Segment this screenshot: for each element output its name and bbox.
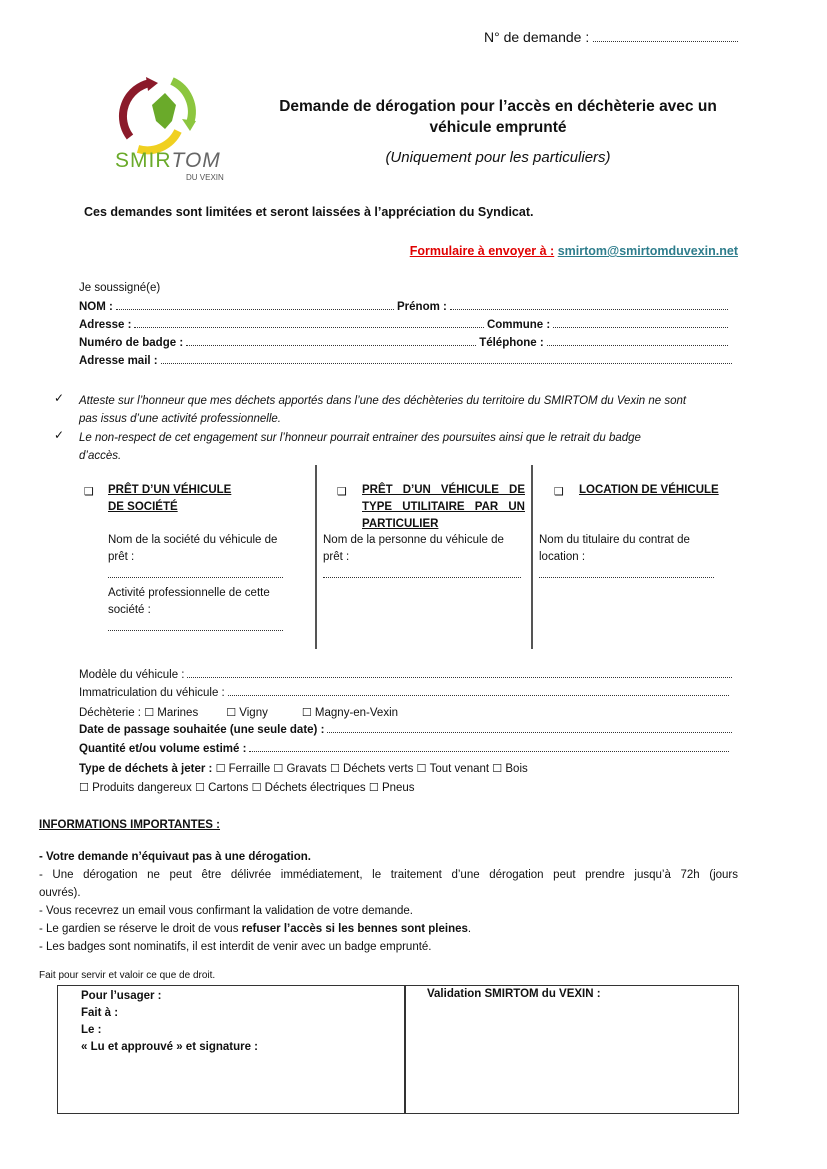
adresse-field[interactable] [134,319,484,328]
checkbox[interactable]: ☐ [226,706,237,719]
place-label: Fait à : [81,1007,119,1019]
date-label: Date de passage souhaitée (une seule date) : [79,724,325,736]
mail-label: Adresse mail : [79,355,158,367]
info-heading: INFORMATIONS IMPORTANTES : [39,819,221,831]
info-text: - Le gardien se réserve le droit de vous [39,923,242,935]
logo-text-green: SMIR [115,149,172,172]
column-divider [315,465,317,649]
field-label-line: prêt : [323,551,350,563]
signature-table [57,985,739,1114]
field-label-line: Nom de la personne du véhicule de [323,534,504,546]
page-subtitle: (Uniquement pour les particuliers) [385,149,611,166]
prenom-field[interactable] [450,301,728,310]
checkbox[interactable]: ☐ [301,706,312,719]
info-list [39,848,738,956]
info-text: . [467,923,472,935]
quantity-field[interactable] [249,743,729,752]
plate-field[interactable] [228,687,729,696]
notice-text: Ces demandes sont limitées et seront laissées à l’appréciation du Syndicat. [84,205,534,219]
model-label: Modèle du véhicule : [79,669,185,681]
intro-label: Je soussigné(e) [79,282,161,294]
option-title-line: TYPE UTILITAIRE PAR UN [362,501,525,513]
checkbox[interactable]: ☐ [416,762,427,775]
checkbox[interactable]: ☐ [273,762,284,775]
field-label-line: Nom de la société du véhicule de [108,534,278,546]
info-item: - Une dérogation ne peut être délivrée immédiatement, le traitement d’une dérogation peut prendre jusqu’à 72h (jours [39,869,738,881]
plate-label: Immatriculation du véhicule : [79,687,225,699]
option-title [108,482,231,516]
field-label [539,532,690,566]
field-label [108,585,270,619]
fait-pour-servir: Fait pour servir et valoir ce que de droit. [39,970,216,981]
signature-label: « Lu et approuvé » et signature : [81,1041,259,1053]
request-number-label: N° de demande : [484,29,590,45]
checkbox[interactable]: ☐ [79,781,89,794]
option-title-line: PRÊT D’UN VÉHICULE [108,484,232,496]
info-item: - Vous recevrez un email vous confirmant la validation de votre demande. [39,905,413,917]
waste-option: Ferraille [228,763,271,775]
info-text-bold: refuser l’accès si les bennes sont pleines [241,923,468,935]
validation-label: Validation SMIRTOM du VEXIN : [427,988,601,1000]
send-label: Formulaire à envoyer à : [409,244,555,258]
logo-subtitle: DU VEXIN [186,173,224,182]
option-title-line: DE SOCIÉTÉ [108,501,178,513]
info-item [39,920,738,938]
telephone-field[interactable] [547,337,728,346]
checkmark-icon: ✓ [54,391,65,405]
checkbox[interactable]: ☐ [492,762,503,775]
checkbox[interactable]: ❑ [554,485,564,498]
commune-label: Commune : [486,319,551,331]
checkbox[interactable]: ☐ [195,781,205,794]
checkmark-icon: ✓ [54,428,65,442]
quantity-label: Quantité et/ou volume estimé : [79,743,247,755]
date-sign-label: Le : [81,1024,102,1036]
attestation-2-line-2: d’accès. [79,450,122,462]
waste-option: Tout venant [429,763,490,775]
waste-option: Produits dangereux [92,782,192,794]
adresse-label: Adresse : [79,319,132,331]
person-name-field[interactable] [323,569,521,578]
title-line-1: Demande de dérogation pour l’accès en déchèterie avec un [279,98,717,115]
telephone-label: Téléphone : [479,337,544,349]
rental-holder-field[interactable] [539,569,714,578]
option-title-line: PARTICULIER [362,518,439,530]
field-label-line: Activité professionnelle de cette [108,587,270,599]
checkbox[interactable]: ☐ [251,781,262,794]
mail-field[interactable] [161,355,732,364]
nom-field[interactable] [116,301,394,310]
attestation-2-line-1: Le non-respect de cet engagement sur l’honneur pourrait entrainer des poursuites ainsi que le retrait du badge [79,432,641,444]
site-option: Marines [157,707,199,719]
info-item-continued: ouvrés). [39,887,81,899]
send-to [410,244,738,258]
checkbox[interactable]: ❑ [337,485,347,498]
recycle-leaf-icon [110,75,235,155]
title-line-2: véhicule emprunté [429,119,567,136]
model-field[interactable] [187,669,732,678]
user-section[interactable] [81,988,258,1056]
commune-field[interactable] [553,319,728,328]
attestation-1-line-2: pas issus d’une activité professionnelle. [79,413,282,425]
option-title-line: PRÊT D’UN VÉHICULE DE [362,484,525,496]
column-divider [531,465,533,649]
logo-text-grey: TOM [171,149,221,172]
waste-row-2 [79,781,415,794]
company-activity-field[interactable] [108,622,283,631]
decheterie-row [79,706,398,719]
request-number-field[interactable] [593,33,738,42]
waste-type-label: Type de déchets à jeter : [79,763,213,775]
info-item: - Les badges sont nominatifs, il est interdit de venir avec un badge emprunté. [39,941,432,953]
option-title [362,482,525,533]
badge-label: Numéro de badge : [79,337,184,349]
company-name-field[interactable] [108,569,283,578]
info-item: - Votre demande n’équivaut pas à une dérogation. [39,851,311,863]
checkbox[interactable]: ☐ [215,762,226,775]
checkbox[interactable]: ☐ [144,706,155,719]
waste-option: Bois [505,763,528,775]
prenom-label: Prénom : [397,301,447,313]
field-label [323,532,504,566]
field-label-line: société : [108,604,151,616]
waste-option: Pneus [381,782,415,794]
attestation-1 [79,392,686,428]
attestation-1-line-1: Atteste sur l’honneur que mes déchets apportés dans l’une des déchèteries du territoire du SMIRTOM du Vexin ne sont [79,395,687,407]
email-link[interactable]: smirtom@smirtomduvexin.net [557,244,738,258]
field-label-line: prêt : [108,551,135,563]
site-option: Magny-en-Vexin [314,707,399,719]
user-label: Pour l’usager : [81,990,162,1002]
field-label-line: Nom du titulaire du contrat de [539,534,690,546]
checkbox[interactable]: ❑ [84,485,94,498]
site-option: Vigny [239,707,268,719]
option-title: LOCATION DE VÉHICULE [579,484,719,496]
waste-option: Gravats [286,763,327,775]
checkbox[interactable]: ☐ [368,781,379,794]
date-field[interactable] [327,724,732,733]
page-title [262,96,734,138]
attestation-2 [79,429,641,465]
waste-option: Déchets électriques [264,782,366,794]
waste-row-1 [79,762,528,775]
badge-field[interactable] [186,337,476,346]
request-number [484,29,738,45]
decheterie-label: Déchèterie : [79,707,142,719]
smirtom-logo [110,75,235,185]
table-divider [404,986,406,1113]
field-label-line: location : [539,551,586,563]
checkbox[interactable]: ☐ [329,762,340,775]
nom-label: NOM : [79,301,113,313]
waste-option: Cartons [208,782,249,794]
waste-option: Déchets verts [343,763,414,775]
field-label [108,532,277,566]
